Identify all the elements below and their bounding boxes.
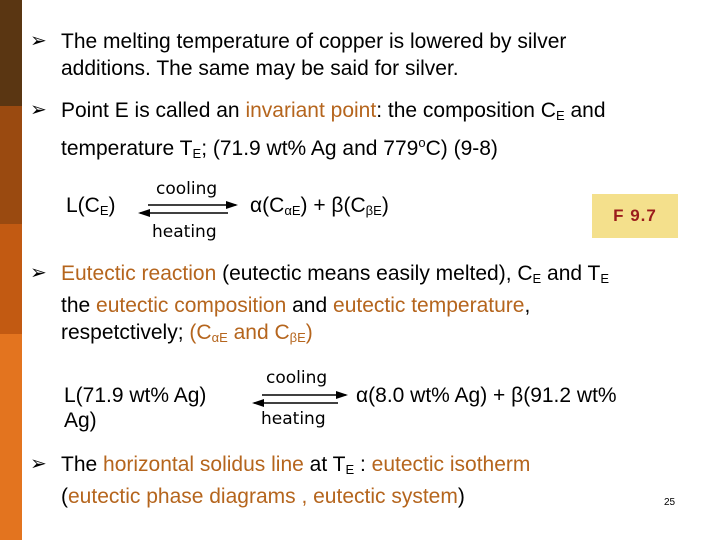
- bullet-3-line-1: [61, 260, 609, 292]
- bullet-1-text: [61, 28, 566, 82]
- text-run: the: [61, 294, 97, 317]
- reaction-2-right: α(8.0 wt% Ag) + β(91.2 wt%: [356, 384, 617, 407]
- figure-badge: F 9.7: [592, 194, 678, 238]
- subscript: E: [345, 462, 355, 477]
- text-run: ): [305, 321, 313, 344]
- bullet-4-line-2: [61, 483, 530, 510]
- text-run: ) + β(C: [300, 194, 366, 217]
- sidebar-segment-1: [0, 0, 22, 106]
- degree-symbol: o: [418, 135, 426, 150]
- sidebar-segment-2: [0, 106, 22, 224]
- text-run: ): [457, 485, 465, 508]
- bullet-2-line-1: [61, 97, 606, 129]
- text-run: and: [564, 99, 606, 122]
- subscript: αE: [211, 330, 228, 345]
- text-run: (C: [189, 321, 212, 344]
- text-run: ): [108, 194, 116, 217]
- subscript: βE: [289, 330, 306, 345]
- eutectic-reaction-term: Eutectic reaction: [61, 262, 217, 285]
- sidebar-segment-3: [0, 224, 22, 334]
- text-run: The: [61, 453, 104, 476]
- reaction-2-left-line-2: Ag): [64, 409, 97, 432]
- subscript: E: [555, 108, 565, 123]
- subscript: E: [532, 271, 542, 286]
- text-run: and C: [227, 321, 290, 344]
- text-run: and T: [541, 262, 601, 285]
- bullet-2-line-2: [61, 129, 606, 167]
- bullet-1-line-1: The melting temperature of copper is lowered by silver: [61, 30, 567, 53]
- reaction-1-right: [250, 193, 389, 223]
- bullet-2: [30, 97, 606, 167]
- sidebar-segment-4: [0, 334, 22, 540]
- subscript: αE: [284, 203, 301, 218]
- text-run: and: [286, 294, 334, 317]
- text-run: temperature T: [61, 137, 193, 160]
- bullet-4-line-1: [61, 451, 530, 483]
- bullet-4: [30, 451, 530, 510]
- reaction-2-left: [64, 383, 206, 433]
- cooling-label: cooling: [266, 368, 328, 388]
- text-run: (: [61, 485, 68, 508]
- page-number: 25: [664, 497, 676, 508]
- subscript: E: [192, 146, 202, 161]
- subscript: βE: [365, 203, 382, 218]
- invariant-point-term: invariant point: [245, 99, 377, 122]
- heating-label: heating: [152, 222, 217, 242]
- text-run: (eutectic means easily melted), C: [216, 262, 533, 285]
- arrow-bullet-icon: ➢: [30, 262, 47, 284]
- eutectic-isotherm-term: eutectic isotherm: [371, 453, 531, 476]
- composition-symbols: [189, 321, 312, 344]
- bullet-1-line-2: additions. The same may be said for silver.: [61, 57, 459, 80]
- reaction-1-left: [66, 193, 116, 223]
- arrow-bullet-icon: ➢: [30, 99, 47, 121]
- bullet-3: [30, 260, 609, 351]
- text-run: ; (71.9 wt% Ag and 779: [201, 137, 419, 160]
- bullet-3-line-2: [61, 292, 609, 319]
- eutectic-system-term: eutectic phase diagrams , eutectic system: [68, 485, 458, 508]
- double-arrow-icon: [252, 390, 348, 408]
- bullet-4-text: [61, 451, 530, 510]
- horizontal-solidus-term: horizontal solidus line: [103, 453, 304, 476]
- eutectic-composition-term: eutectic composition: [96, 294, 287, 317]
- text-run: Point E is called an: [61, 99, 246, 122]
- arrow-bullet-icon: ➢: [30, 453, 47, 475]
- reaction-2-left-line-1: L(71.9 wt% Ag): [64, 384, 207, 407]
- text-run: L(C: [66, 194, 100, 217]
- subscript: E: [600, 271, 610, 286]
- text-run: : the composition C: [376, 99, 556, 122]
- text-run: α(C: [250, 194, 285, 217]
- text-run: C) (9-8): [425, 137, 498, 160]
- text-run: ,: [524, 294, 531, 317]
- double-arrow-icon: [138, 200, 238, 218]
- sidebar-stripe: [0, 0, 22, 540]
- subscript: E: [99, 203, 109, 218]
- text-run: respetctively;: [61, 321, 190, 344]
- bullet-1: [30, 28, 566, 82]
- bullet-3-line-3: [61, 319, 609, 351]
- text-run: at T: [303, 453, 346, 476]
- text-run: :: [354, 453, 372, 476]
- text-run: ): [381, 194, 389, 217]
- arrow-bullet-icon: ➢: [30, 30, 47, 52]
- eutectic-temperature-term: eutectic temperature: [333, 294, 525, 317]
- heating-label: heating: [261, 409, 326, 429]
- cooling-label: cooling: [156, 179, 218, 199]
- bullet-3-text: [61, 260, 609, 351]
- bullet-2-text: [61, 97, 606, 167]
